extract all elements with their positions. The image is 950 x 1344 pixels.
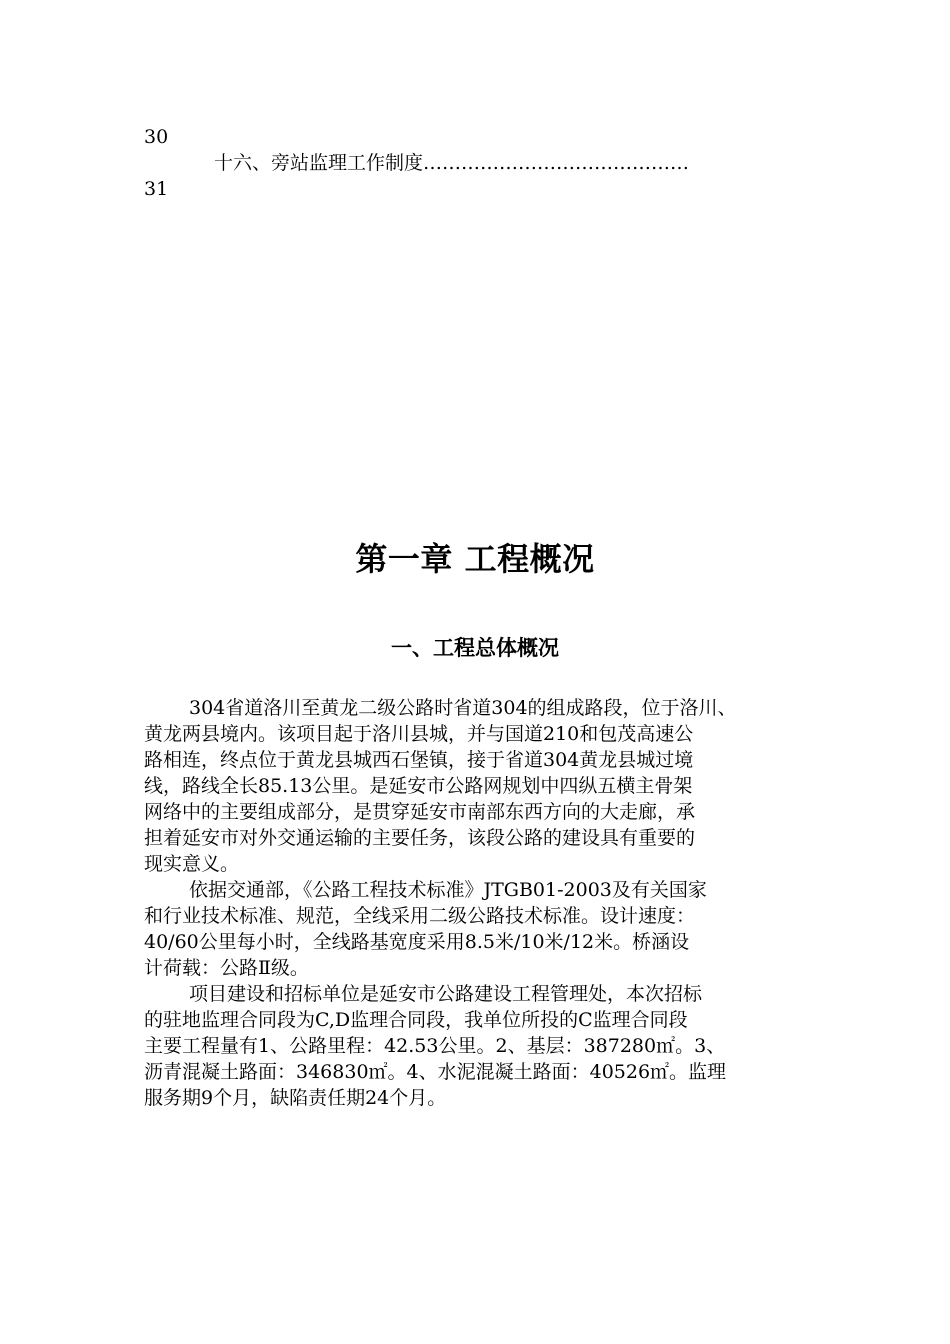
chapter-title: 第一章 工程概况 (355, 540, 595, 578)
paragraph-line: 现实意义。 (144, 853, 240, 875)
toc-entry-page-number: 31 (144, 178, 169, 200)
toc-entry-sixteen: 十六、旁站监理工作制度…………………………………… (214, 152, 690, 174)
paragraph-line: 的驻地监理合同段为C,D监理合同段，我单位所投的C监理合同段 (144, 1009, 688, 1031)
paragraph-line: 和行业技术标准、规范，全线采用二级公路技术标准。设计速度： (144, 905, 696, 927)
paragraph-line: 计荷载：公路Ⅱ级。 (144, 957, 309, 979)
toc-previous-page-number: 30 (144, 126, 169, 148)
paragraph-line: 沥青混凝土路面：346830㎡。4、水泥混凝土路面：40526㎡。监理 (144, 1061, 727, 1083)
paragraph-line: 服务期9个月，缺陷责任期24个月。 (144, 1087, 447, 1109)
section-title: 一、工程总体概况 (391, 636, 559, 660)
paragraph-line: 路相连，终点位于黄龙县城西石堡镇，接于省道304黄龙县城过境 (144, 749, 694, 771)
paragraph-line: 40/60公里每小时，全线路基宽度采用8.5米/10米/12米。桥涵设 (144, 931, 690, 953)
paragraph-line: 网络中的主要组成部分，是贯穿延安市南部东西方向的大走廊，承 (144, 801, 696, 823)
paragraph-line: 担着延安市对外交通运输的主要任务，该段公路的建设具有重要的 (144, 827, 696, 849)
paragraph-line: 依据交通部，《公路工程技术标准》JTGB01-2003及有关国家 (189, 879, 707, 901)
paragraph-line: 项目建设和招标单位是延安市公路建设工程管理处，本次招标 (189, 983, 703, 1005)
paragraph-line: 黄龙两县境内。该项目起于洛川县城，并与国道210和包茂高速公 (144, 723, 694, 745)
paragraph-line: 主要工程量有1、公路里程：42.53公里。2、基层：387280㎡。3、 (144, 1035, 726, 1057)
paragraph-line: 304省道洛川至黄龙二级公路时省道304的组成路段，位于洛川、 (189, 697, 737, 719)
body-text (144, 695, 814, 1111)
paragraph-line: 线，路线全长85.13公里。是延安市公路网规划中四纵五横主骨架 (144, 775, 693, 797)
